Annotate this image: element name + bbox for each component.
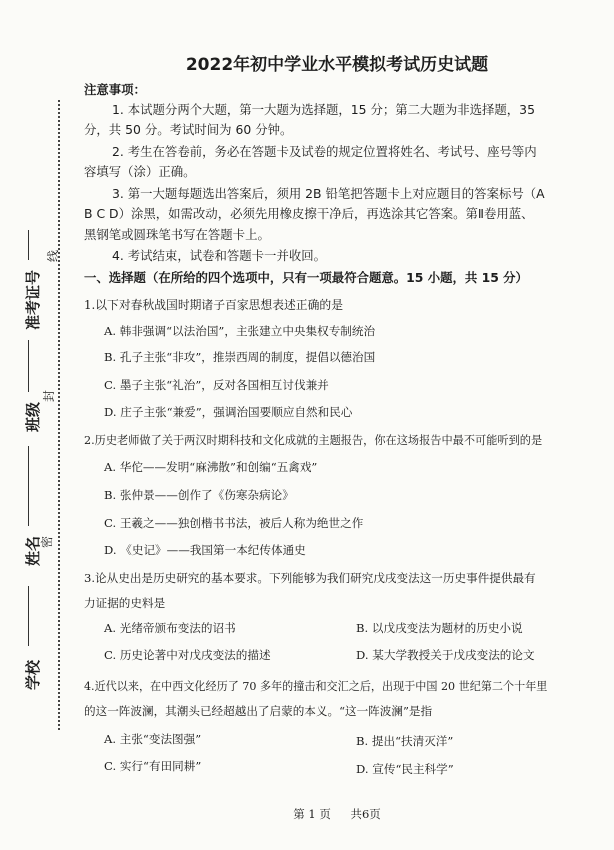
notes-line: 1. 本试题分两个大题，第一大题为选择题，15 分；第二大题为非选择题，35: [112, 102, 535, 117]
question-1-option-a[interactable]: A. 韩非强调“以法治国”，主张建立中央集权专制统治: [104, 324, 376, 338]
question-4-option-a[interactable]: A. 主张“变法图强”: [104, 732, 202, 746]
notes-line: 黑钢笔或圆珠笔书写在答题卡上。: [84, 227, 270, 242]
notes-line: 分，共 50 分。考试时间为 60 分钟。: [84, 122, 293, 137]
page-total: 共6页: [350, 807, 381, 821]
question-3-option-d[interactable]: D. 某大学教授关于戊戌变法的论文: [356, 648, 535, 662]
seal-dotted-line: [58, 100, 60, 730]
question-1-option-d[interactable]: D. 庄子主张“兼爱”，强调治国要顺应自然和民心: [104, 405, 353, 419]
question-2-option-a[interactable]: A. 华佗——发明“麻沸散”和创编“五禽戏”: [104, 460, 318, 474]
question-2-stem: 2.历史老师做了关于两汉时期科技和文化成就的主题报告，你在这场报告中最不可能听到的是: [84, 434, 543, 447]
secret-mark: 密: [40, 535, 54, 548]
notes-line: 容填写（涂）正确。: [84, 164, 196, 179]
question-3-option-a[interactable]: A. 光绪帝颁布变法的诏书: [104, 621, 236, 635]
question-4-option-d[interactable]: D. 宣传“民主科学”: [356, 762, 454, 776]
exam-number-label: 准考证号: [24, 269, 42, 330]
seal-mark: 封: [42, 389, 56, 402]
notes-line: B C D）涂黑，如需改动，必须先用橡皮擦干净后，再选涂其它答案。第Ⅱ卷用蓝、: [84, 206, 534, 221]
class-label: 班级: [24, 401, 42, 432]
notes-line: 3. 第一大题每题选出答案后，须用 2B 铅笔把答题卡上对应题目的答案标号（A: [112, 186, 545, 201]
question-3-stem: 3.论从史出是历史研究的基本要求。下列能够为我们研究戊戌变法这一历史事件提供最有: [84, 571, 536, 585]
question-3-option-c[interactable]: C. 历史论著中对戊戌变法的描述: [104, 648, 271, 662]
question-1-option-b[interactable]: B. 孔子主张“非攻”，推崇西周的制度，提倡以德治国: [104, 350, 376, 364]
question-4-stem: 4.近代以来，在中西文化经历了 70 多年的撞击和交汇之后，出现于中国 20 世纪第二个十年里: [84, 680, 548, 693]
question-4-option-b[interactable]: B. 提出“扶清灭洋”: [356, 734, 454, 748]
notes-line: 4. 考试结束，试卷和答题卡一并收回。: [112, 248, 327, 263]
exam-title: 2022年初中学业水平模拟考试历史试题: [185, 55, 489, 75]
page-footer: [80, 806, 594, 822]
class-field[interactable]: [28, 340, 29, 392]
question-2-option-b[interactable]: B. 张仲景——创作了《伤寒杂病论》: [104, 488, 294, 502]
question-2-option-d[interactable]: D. 《史记》——我国第一本纪传体通史: [104, 543, 306, 557]
question-4-stem: 的这一阵波澜，其潮头已经超越出了启蒙的本义。“这一阵波澜”是指: [84, 704, 433, 718]
question-3-stem: 力证据的史料是: [84, 596, 166, 610]
section-heading: 一、选择题（在所给的四个选项中，只有一项最符合题意。15 小题，共 15 分）: [84, 270, 528, 285]
line-mark: 线: [46, 249, 60, 262]
exam-number-field[interactable]: [28, 230, 29, 260]
name-field[interactable]: [28, 446, 29, 526]
name-label: 姓名: [24, 535, 42, 566]
notes-line: 2. 考生在答卷前，务必在答题卡及试卷的规定位置将姓名、考试号、座号等内: [112, 144, 537, 159]
question-2-option-c[interactable]: C. 王羲之——独创楷书书法，被后人称为绝世之作: [104, 516, 364, 530]
question-1-option-c[interactable]: C. 墨子主张“礼治”，反对各国相互讨伐兼并: [104, 378, 329, 392]
question-3-option-b[interactable]: B. 以戊戌变法为题材的历史小说: [356, 621, 523, 635]
school-field[interactable]: [28, 586, 29, 646]
page-number: 第 1 页: [293, 807, 331, 821]
school-label: 学校: [24, 659, 42, 690]
notes-heading: 注意事项：: [84, 82, 146, 97]
question-4-option-c[interactable]: C. 实行“有田同耕”: [104, 759, 202, 773]
binding-margin: [0, 0, 75, 850]
question-1-stem: 1.以下对春秋战国时期诸子百家思想表述正确的是: [84, 298, 343, 312]
